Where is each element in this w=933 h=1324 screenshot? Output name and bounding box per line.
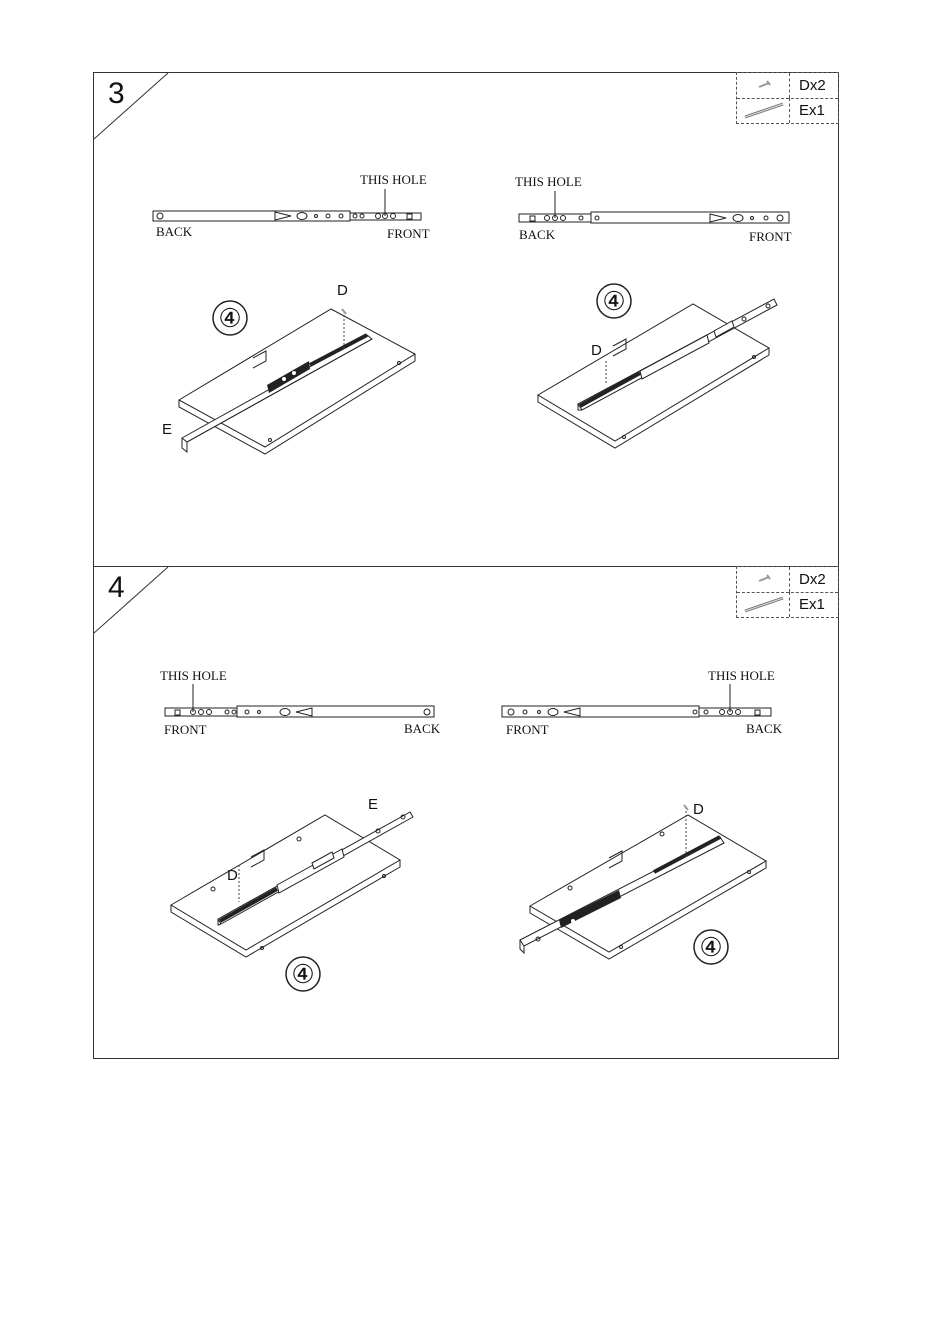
screw-label: D (693, 801, 704, 818)
step-4-figures (94, 567, 840, 1060)
step-number: 3 (108, 77, 125, 110)
rail-end-label-left: FRONT (164, 722, 207, 737)
this-hole-label: THIS HOLE (360, 172, 427, 187)
board-assembly-right (538, 284, 777, 448)
part-marker: ④ (218, 303, 242, 333)
screw-label: D (227, 867, 238, 884)
rail-side-view-right (515, 174, 792, 244)
this-hole-label: THIS HOLE (708, 668, 775, 683)
screw-label: D (337, 282, 348, 299)
screw-label: D (591, 342, 602, 359)
rail-side-view-right (502, 668, 783, 737)
part-marker: ④ (291, 959, 315, 989)
rail-end-label-left: BACK (519, 227, 556, 242)
part-label: Dx2 (799, 77, 826, 94)
rail-end-label-left: BACK (156, 224, 193, 239)
part-label: Dx2 (799, 571, 826, 588)
rail-side-view-left (153, 172, 430, 241)
step-3-panel (93, 72, 839, 567)
rail-end-label-right: BACK (404, 721, 441, 736)
part-marker: ④ (699, 932, 723, 962)
rail-label: E (368, 796, 379, 813)
board-assembly-left (162, 282, 415, 454)
rail-label: E (162, 421, 173, 438)
step-number: 4 (108, 571, 125, 604)
rail-end-label-right: BACK (746, 721, 783, 736)
this-hole-label: THIS HOLE (160, 668, 227, 683)
this-hole-label: THIS HOLE (515, 174, 582, 189)
part-marker: ④ (602, 286, 626, 316)
step-4-panel (93, 566, 839, 1059)
rail-end-label-right: FRONT (749, 229, 792, 244)
board-assembly-right (520, 801, 766, 964)
step-3-figures (94, 73, 840, 568)
part-label: Ex1 (799, 102, 825, 119)
rail-side-view-left (160, 668, 441, 737)
board-assembly-left (171, 796, 413, 991)
rail-end-label-right: FRONT (387, 226, 430, 241)
part-label: Ex1 (799, 596, 825, 613)
rail-end-label-left: FRONT (506, 722, 549, 737)
